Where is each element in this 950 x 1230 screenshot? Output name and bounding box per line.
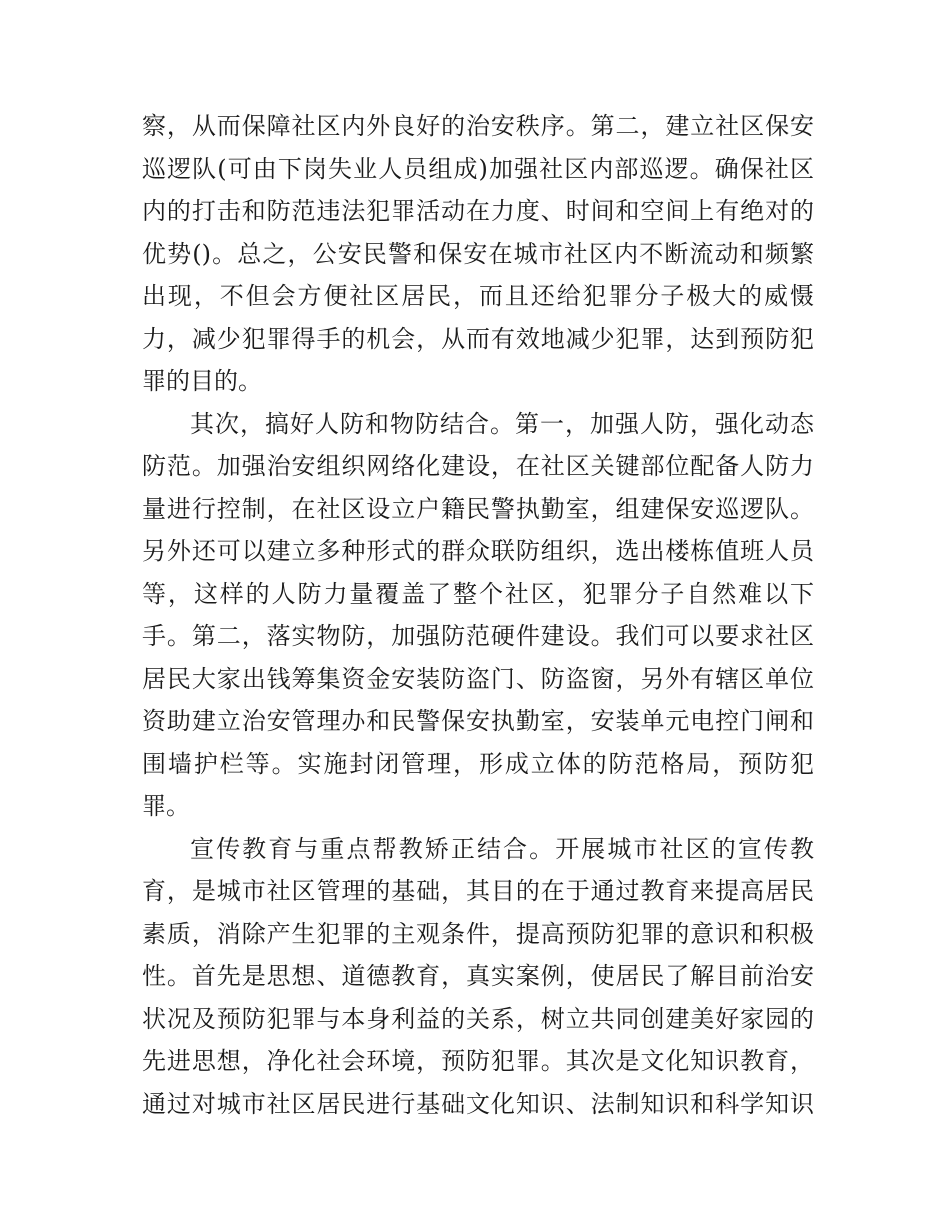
text-line: 等，这样的人防力量覆盖了整个社区，犯罪分子自然难以下 xyxy=(142,579,814,608)
paragraph xyxy=(142,105,814,403)
text-line: 内的打击和防范违法犯罪活动在力度、时间和空间上有绝对的 xyxy=(142,197,814,225)
text-line: 出现，不但会方便社区居民，而且还给犯罪分子极大的威慑 xyxy=(142,282,814,310)
text-line: 手。第二，落实物防，加强防范硬件建设。我们可以要求社区 xyxy=(142,622,814,650)
text-line: 防范。加强治安组织网络化建设，在社区关键部位配备人防力 xyxy=(142,452,814,480)
text-line: 宣传教育与重点帮教矫正结合。开展城市社区的宣传教 xyxy=(190,834,814,863)
text-line: 察，从而保障社区内外良好的治安秩序。第二，建立社区保安 xyxy=(142,112,814,140)
text-line: 通过对城市社区居民进行基础文化知识、法制知识和科学知识 xyxy=(142,1089,814,1118)
paragraph xyxy=(142,828,814,1126)
text-line: 力，减少犯罪得手的机会，从而有效地减少犯罪，达到预防犯 xyxy=(142,324,814,353)
text-line: 状况及预防犯罪与本身利益的关系，树立共同创建美好家园的 xyxy=(142,1004,814,1033)
text-line: 居民大家出钱筹集资金安装防盗门、防盗窗，另外有辖区单位 xyxy=(142,664,814,693)
text-line: 育，是城市社区管理的基础，其目的在于通过教育来提高居民 xyxy=(142,877,814,905)
text-line: 巡逻队(可由下岗失业人员组成)加强社区内部巡逻。确保社区 xyxy=(142,154,814,183)
text-line: 罪的目的。 xyxy=(142,367,262,395)
text-line: 围墙护栏等。实施封闭管理，形成立体的防范格局，预防犯 xyxy=(142,749,814,778)
text-line: 资助建立治安管理办和民警保安执勤室，安装单元电控门闸和 xyxy=(142,707,814,735)
text-line: 其次，搞好人防和物防结合。第一，加强人防，强化动态 xyxy=(190,409,814,438)
body-text xyxy=(142,105,814,1125)
text-line: 量进行控制，在社区设立户籍民警执勤室，组建保安巡逻队。 xyxy=(142,494,814,523)
text-line: 素质，消除产生犯罪的主观条件，提高预防犯罪的意识和积极 xyxy=(142,919,814,948)
text-line: 优势()。总之，公安民警和保安在城市社区内不断流动和频繁 xyxy=(142,239,814,268)
text-line: 性。首先是思想、道德教育，真实案例，使居民了解目前治安 xyxy=(142,962,814,990)
text-line: 罪。 xyxy=(142,792,190,820)
paragraph xyxy=(142,403,814,828)
text-line: 先进思想，净化社会环境，预防犯罪。其次是文化知识教育， xyxy=(142,1047,814,1075)
text-line: 另外还可以建立多种形式的群众联防组织，选出楼栋值班人员 xyxy=(142,537,814,565)
